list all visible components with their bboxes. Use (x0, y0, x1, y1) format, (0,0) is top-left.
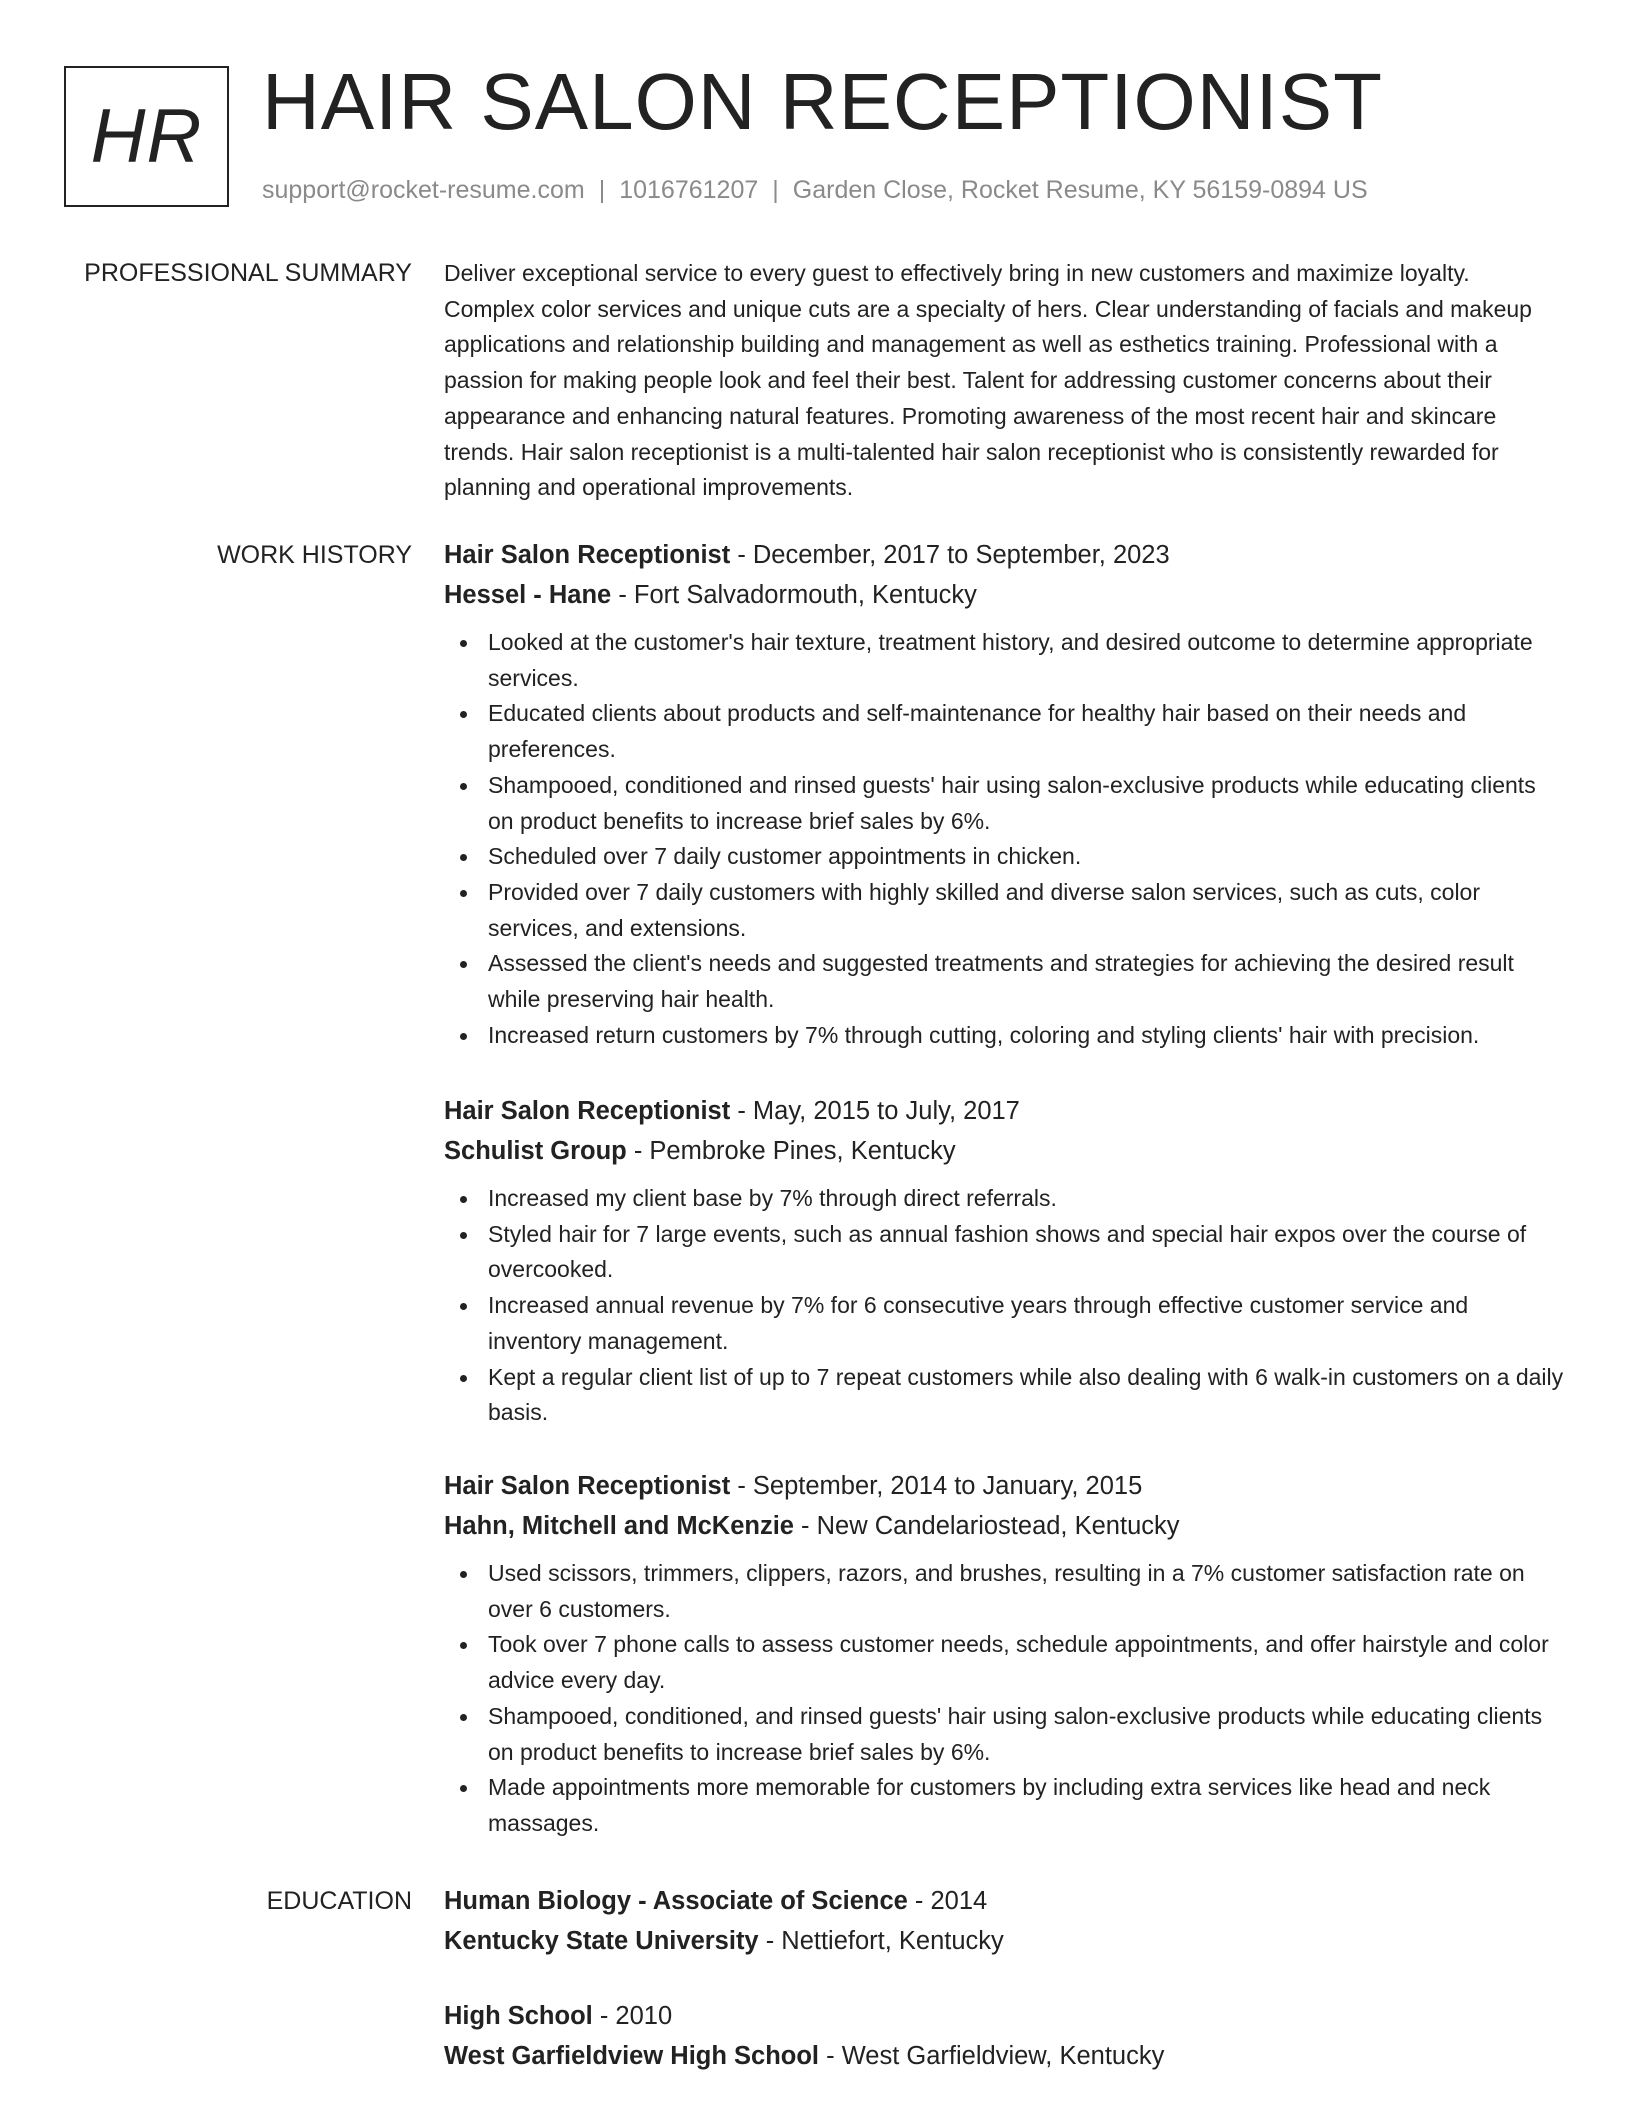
contact-address: Garden Close, Rocket Resume, KY 56159-0894 US (792, 176, 1368, 204)
job-bullet: Increased annual revenue by 7% for 6 consecutive years through effective customer service and inventory management. (444, 1288, 1564, 1359)
job-bullet: Kept a regular client list of up to 7 repeat customers while also dealing with 6 walk-in customers on a daily basis. (444, 1360, 1564, 1431)
education-year: - 2010 (592, 2002, 673, 2030)
job-bullet: Styled hair for 7 large events, such as annual fashion shows and special hair expos over the course of overcooked. (444, 1217, 1564, 1288)
job-entry (444, 1466, 1564, 1842)
job-bullets (444, 1181, 1564, 1431)
education-degree-line (444, 1996, 1564, 2036)
education-entry (444, 1996, 1564, 2076)
job-bullet: Scheduled over 7 daily customer appointments in chicken. (444, 839, 1564, 875)
job-bullet: Looked at the customer's hair texture, treatment history, and desired outcome to determine appropriate services. (444, 625, 1564, 696)
job-company-line (444, 575, 1564, 615)
education-school-line (444, 2036, 1564, 2076)
job-entry (444, 1091, 1564, 1431)
job-company-line (444, 1131, 1564, 1171)
job-bullets (444, 625, 1564, 1053)
education-school: West Garfieldview High School (444, 2042, 820, 2070)
job-bullet: Educated clients about products and self-maintenance for healthy hair based on their needs and preferences. (444, 696, 1564, 767)
job-bullet: Increased return customers by 7% through cutting, coloring and styling clients' hair with precision. (444, 1018, 1564, 1054)
education-degree: Human Biology - Associate of Science (444, 1887, 908, 1915)
section-label-summary: PROFESSIONAL SUMMARY (84, 259, 412, 287)
job-title: Hair Salon Receptionist (444, 541, 731, 569)
job-bullet: Provided over 7 daily customers with highly skilled and diverse salon services, such as cuts, color services, and extensions. (444, 875, 1564, 946)
job-title: Hair Salon Receptionist (444, 1472, 731, 1500)
monogram-initials: HR (90, 94, 203, 179)
job-company: Hahn, Mitchell and McKenzie (444, 1512, 794, 1540)
job-title-line (444, 1466, 1564, 1506)
monogram-box (64, 66, 229, 207)
job-bullet: Took over 7 phone calls to assess customer needs, schedule appointments, and offer hairstyle and color advice every day. (444, 1627, 1564, 1698)
contact-separator: | (772, 176, 779, 204)
job-bullets (444, 1556, 1564, 1842)
education-entry (444, 1881, 1564, 1961)
job-location: - Pembroke Pines, Kentucky (626, 1137, 956, 1165)
education-degree-line (444, 1881, 1564, 1921)
job-bullet: Shampooed, conditioned and rinsed guests' hair using salon-exclusive products while educating clients on product benefits to increase brief sales by 6%. (444, 768, 1564, 839)
job-location: - Fort Salvadormouth, Kentucky (611, 581, 977, 609)
job-title-line (444, 1091, 1564, 1131)
section-label-work-history: WORK HISTORY (217, 541, 412, 569)
contact-phone: 1016761207 (619, 176, 759, 204)
education-year: - 2014 (907, 1887, 988, 1915)
contact-separator: | (598, 176, 606, 204)
job-bullet: Used scissors, trimmers, clippers, razors, and brushes, resulting in a 7% customer satisfaction rate on over 6 customers. (444, 1556, 1564, 1627)
summary-text: Deliver exceptional service to every guest to effectively bring in new customers and maximize loyalty. Complex color services and unique cuts are a specialty of hers. Clear understanding of facials and makeup applications and relationship building and management as well as esthetics training. Professional with a passion for making people look and feel their best. Talent for addressing customer concerns about their appearance and enhancing natural features. Promoting awareness of the most recent hair and skincare trends. Hair salon receptionist is a multi-talented hair salon receptionist who is consistently rewarded for planning and operational improvements. (444, 260, 1532, 501)
section-label-education: EDUCATION (266, 1887, 412, 1915)
job-title: Hair Salon Receptionist (444, 1097, 731, 1125)
education-location: - West Garfieldview, Kentucky (819, 2042, 1165, 2070)
education-school-line (444, 1921, 1564, 1961)
job-bullet: Increased my client base by 7% through direct referrals. (444, 1181, 1564, 1217)
job-location: - New Candelariostead, Kentucky (793, 1512, 1180, 1540)
job-company: Schulist Group (444, 1137, 627, 1165)
job-dates: - December, 2017 to September, 2023 (730, 541, 1170, 569)
job-title-line (444, 535, 1564, 575)
contact-email: support@rocket-resume.com (262, 176, 585, 204)
job-dates: - September, 2014 to January, 2015 (730, 1472, 1143, 1500)
job-company-line (444, 1506, 1564, 1546)
job-dates: - May, 2015 to July, 2017 (730, 1097, 1020, 1125)
job-company: Hessel - Hane (444, 581, 612, 609)
education-location: - Nettiefort, Kentucky (758, 1927, 1004, 1955)
job-bullet: Made appointments more memorable for customers by including extra services like head and neck massages. (444, 1770, 1564, 1841)
education-degree: High School (444, 2002, 593, 2030)
summary-section (444, 256, 1564, 506)
job-bullet: Assessed the client's needs and suggested treatments and strategies for achieving the desired result while preserving hair health. (444, 946, 1564, 1017)
education-school: Kentucky State University (444, 1927, 759, 1955)
resume-title: HAIR SALON RECEPTIONIST (262, 57, 1383, 146)
job-bullet: Shampooed, conditioned, and rinsed guests' hair using salon-exclusive products while educating clients on product benefits to increase brief sales by 6%. (444, 1699, 1564, 1770)
contact-line (262, 174, 1368, 206)
job-entry (444, 535, 1564, 1053)
